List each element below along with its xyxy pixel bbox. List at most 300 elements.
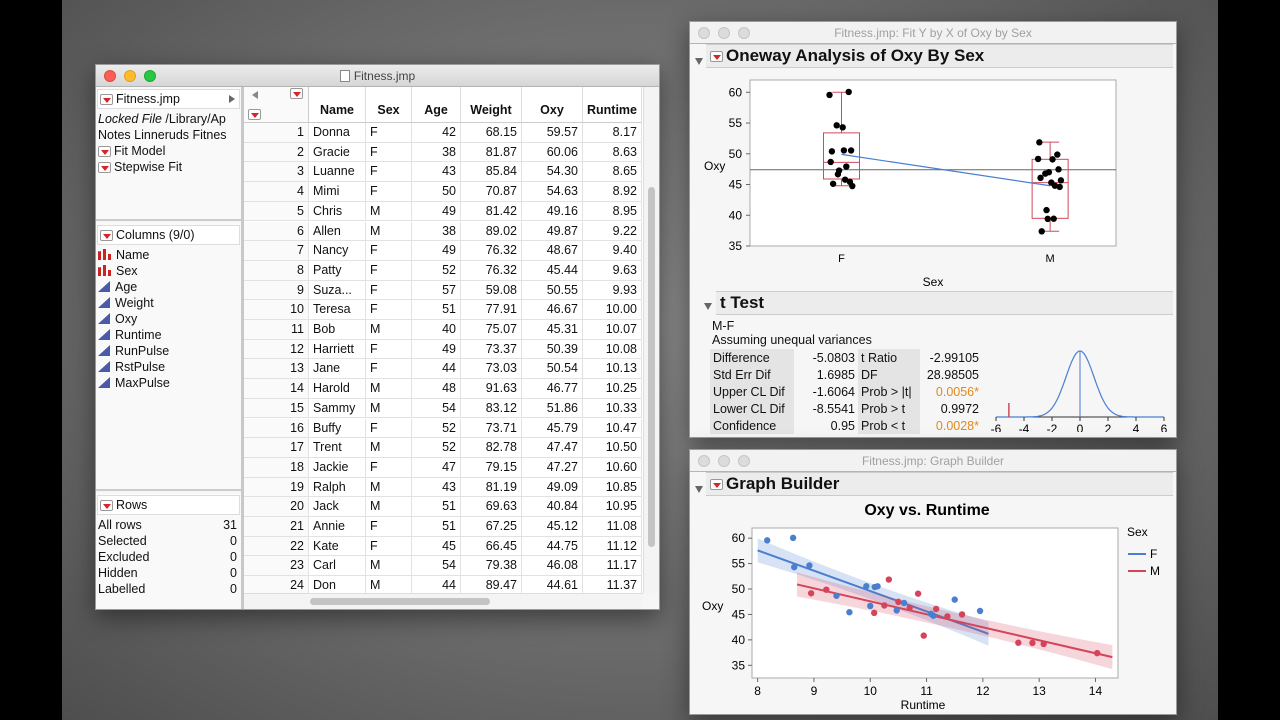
- column-item-runpulse[interactable]: [96, 343, 241, 359]
- table-panel: [96, 87, 241, 221]
- table-cell[interactable]: M: [366, 497, 412, 517]
- row-number[interactable]: 16: [244, 419, 309, 439]
- rows-item: [96, 533, 239, 549]
- data-point-M: [1094, 650, 1100, 656]
- ttest-stat-value: 0.0056*: [935, 384, 979, 399]
- table-cell[interactable]: F: [366, 517, 412, 537]
- column-item-age[interactable]: [96, 279, 241, 295]
- table-cell[interactable]: 51: [412, 300, 461, 320]
- column-item-weight[interactable]: [96, 295, 241, 311]
- red-triangle-menu-icon[interactable]: [290, 88, 303, 99]
- table-cell[interactable]: 49.16: [522, 202, 583, 222]
- table-cell[interactable]: 38: [412, 222, 461, 242]
- table-cell[interactable]: Jackie: [309, 458, 366, 478]
- data-grid: [244, 87, 643, 593]
- play-triangle-icon[interactable]: [229, 95, 235, 103]
- oneway-outline-header[interactable]: Oneway Analysis of Oxy By Sex: [706, 44, 1173, 68]
- table-cell[interactable]: Trent: [309, 438, 366, 458]
- table-cell[interactable]: 46.08: [522, 556, 583, 576]
- column-item-sex[interactable]: [96, 263, 241, 279]
- table-cell[interactable]: 51.86: [522, 399, 583, 419]
- row-number[interactable]: 1: [244, 123, 309, 143]
- table-cell[interactable]: 10.85: [583, 478, 642, 498]
- table-cell[interactable]: 50.39: [522, 340, 583, 360]
- red-triangle-menu-icon[interactable]: [100, 230, 113, 241]
- columns-header[interactable]: Columns (9/0): [97, 225, 240, 245]
- y-tick-label: 55: [728, 116, 742, 131]
- row-number[interactable]: 23: [244, 556, 309, 576]
- table-cell[interactable]: Mimi: [309, 182, 366, 202]
- red-triangle-menu-icon[interactable]: [710, 51, 723, 62]
- table-cell[interactable]: F: [366, 419, 412, 439]
- titlebar[interactable]: [690, 450, 1176, 472]
- row-number[interactable]: 22: [244, 537, 309, 557]
- table-cell[interactable]: F: [366, 281, 412, 301]
- red-triangle-menu-icon[interactable]: [710, 479, 723, 490]
- table-cell[interactable]: 52: [412, 438, 461, 458]
- column-header-sex[interactable]: Sex: [366, 87, 412, 123]
- table-cell[interactable]: 46.77: [522, 379, 583, 399]
- ttest-label: Lower CL Dif: [710, 400, 794, 417]
- disclosure-triangle-icon: [704, 303, 712, 310]
- data-point-F: [790, 535, 796, 541]
- ttest-stat-value: 0.9972: [940, 401, 979, 416]
- row-number[interactable]: 12: [244, 340, 309, 360]
- table-cell[interactable]: 51: [412, 517, 461, 537]
- legend-label[interactable]: F: [1150, 547, 1158, 561]
- grid-corner[interactable]: [244, 87, 309, 123]
- table-cell[interactable]: 59.57: [522, 123, 583, 143]
- table-cell[interactable]: M: [366, 478, 412, 498]
- notes-row: Notes Linneruds Fitnes: [98, 128, 227, 142]
- table-cell[interactable]: 10.07: [583, 320, 642, 340]
- columns-panel: [96, 223, 241, 491]
- table-cell[interactable]: 10.08: [583, 340, 642, 360]
- table-cell[interactable]: 89.47: [461, 576, 522, 593]
- data-point: [1046, 169, 1052, 175]
- table-cell[interactable]: 81.87: [461, 143, 522, 163]
- table-cell[interactable]: 45.12: [522, 517, 583, 537]
- ttest-value: -8.5541: [812, 401, 855, 416]
- table-cell[interactable]: 11.17: [583, 556, 642, 576]
- table-cell[interactable]: 45.44: [522, 261, 583, 281]
- rows-item-count: 0: [230, 534, 237, 548]
- y-tick-label: 45: [731, 607, 745, 622]
- legend-label[interactable]: M: [1150, 564, 1160, 578]
- table-cell[interactable]: Nancy: [309, 241, 366, 261]
- data-point-F: [791, 564, 797, 570]
- red-triangle-menu-icon[interactable]: [100, 94, 113, 105]
- table-cell[interactable]: 47.47: [522, 438, 583, 458]
- table-cell[interactable]: 45.31: [522, 320, 583, 340]
- data-point-M: [933, 606, 939, 612]
- table-cell[interactable]: 73.71: [461, 419, 522, 439]
- table-cell[interactable]: 45.79: [522, 419, 583, 439]
- row-number[interactable]: 4: [244, 182, 309, 202]
- table-cell[interactable]: 79.38: [461, 556, 522, 576]
- columns-list: [96, 247, 241, 391]
- close-button[interactable]: [698, 27, 710, 39]
- column-item-rstpulse[interactable]: [96, 359, 241, 375]
- continuous-column-icon: [98, 377, 110, 388]
- continuous-column-icon: [98, 313, 110, 324]
- table-cell[interactable]: 54.30: [522, 162, 583, 182]
- titlebar[interactable]: [690, 22, 1176, 44]
- table-cell[interactable]: 76.32: [461, 241, 522, 261]
- data-point-F: [952, 596, 958, 602]
- ttest-row: [710, 417, 982, 434]
- table-cell[interactable]: Harriett: [309, 340, 366, 360]
- table-cell[interactable]: F: [366, 458, 412, 478]
- table-cell[interactable]: 11.12: [583, 537, 642, 557]
- zoom-button[interactable]: [738, 27, 750, 39]
- ttest-value: -5.0803: [812, 350, 855, 365]
- table-cell[interactable]: 81.19: [461, 478, 522, 498]
- table-cell[interactable]: 10.60: [583, 458, 642, 478]
- table-cell[interactable]: 40: [412, 320, 461, 340]
- ttest-subtitle: M-F: [712, 319, 735, 333]
- table-cell[interactable]: M: [366, 222, 412, 242]
- red-triangle-menu-icon[interactable]: [100, 500, 113, 511]
- table-cell[interactable]: Kate: [309, 537, 366, 557]
- table-cell[interactable]: 70.87: [461, 182, 522, 202]
- column-item-name[interactable]: [96, 247, 241, 263]
- red-triangle-menu-icon[interactable]: [248, 109, 261, 120]
- data-point: [1036, 139, 1042, 145]
- ttest-outline-header[interactable]: t Test: [716, 291, 1173, 315]
- table-cell[interactable]: 59.08: [461, 281, 522, 301]
- table-cell[interactable]: Sammy: [309, 399, 366, 419]
- table-cell[interactable]: Suza...: [309, 281, 366, 301]
- table-cell[interactable]: Carl: [309, 556, 366, 576]
- table-cell[interactable]: 75.07: [461, 320, 522, 340]
- table-cell[interactable]: Jack: [309, 497, 366, 517]
- horizontal-scrollbar[interactable]: [244, 593, 643, 609]
- table-cell[interactable]: 77.91: [461, 300, 522, 320]
- table-cell[interactable]: 8.95: [583, 202, 642, 222]
- table-cell[interactable]: 48: [412, 379, 461, 399]
- data-point-F: [977, 608, 983, 614]
- table-cell[interactable]: 47: [412, 458, 461, 478]
- data-point-M: [944, 613, 950, 619]
- continuous-column-icon: [98, 345, 110, 356]
- data-point: [1037, 175, 1043, 181]
- table-cell[interactable]: 9.63: [583, 261, 642, 281]
- table-name-header[interactable]: Fitness.jmp: [97, 89, 240, 109]
- table-cell[interactable]: Don: [309, 576, 366, 593]
- table-cell[interactable]: F: [366, 359, 412, 379]
- table-cell[interactable]: F: [366, 241, 412, 261]
- row-number[interactable]: 8: [244, 261, 309, 281]
- table-cell[interactable]: 49: [412, 340, 461, 360]
- table-cell[interactable]: M: [366, 438, 412, 458]
- dist-tick-label: 0: [1076, 422, 1084, 432]
- table-cell[interactable]: F: [366, 182, 412, 202]
- data-point-F: [764, 537, 770, 543]
- table-cell[interactable]: Jane: [309, 359, 366, 379]
- red-triangle-menu-icon[interactable]: [98, 146, 111, 157]
- table-cell[interactable]: 10.25: [583, 379, 642, 399]
- minimize-button[interactable]: [124, 70, 136, 82]
- x-tick-label: 11: [920, 684, 933, 698]
- row-number[interactable]: 11: [244, 320, 309, 340]
- graph-builder-outline-header[interactable]: Graph Builder: [706, 472, 1173, 496]
- table-cell[interactable]: Chris: [309, 202, 366, 222]
- table-cell[interactable]: F: [366, 123, 412, 143]
- close-button[interactable]: [698, 455, 710, 467]
- row-number[interactable]: 21: [244, 517, 309, 537]
- table-cell[interactable]: 82.78: [461, 438, 522, 458]
- row-number[interactable]: 13: [244, 359, 309, 379]
- row-number[interactable]: 19: [244, 478, 309, 498]
- column-header-age[interactable]: Age: [412, 87, 461, 123]
- table-cell[interactable]: 49: [412, 241, 461, 261]
- table-cell[interactable]: 89.02: [461, 222, 522, 242]
- table-cell[interactable]: 10.50: [583, 438, 642, 458]
- table-cell[interactable]: M: [366, 320, 412, 340]
- table-cell[interactable]: 81.42: [461, 202, 522, 222]
- column-item-maxpulse[interactable]: [96, 375, 241, 391]
- data-point: [829, 148, 835, 154]
- oneway-chart: [690, 70, 1176, 290]
- column-item-oxy[interactable]: [96, 311, 241, 327]
- table-cell[interactable]: 66.45: [461, 537, 522, 557]
- table-cell[interactable]: 11.37: [583, 576, 642, 593]
- vertical-scrollbar[interactable]: [643, 87, 659, 593]
- titlebar[interactable]: [96, 65, 659, 87]
- table-cell[interactable]: 44: [412, 359, 461, 379]
- row-number[interactable]: 2: [244, 143, 309, 163]
- table-cell[interactable]: 47.27: [522, 458, 583, 478]
- dist-tick-label: 6: [1160, 422, 1168, 432]
- column-item-runtime[interactable]: [96, 327, 241, 343]
- ttest-value: 0.95: [830, 418, 855, 433]
- column-header-runtime[interactable]: Runtime: [583, 87, 642, 123]
- table-cell[interactable]: 9.22: [583, 222, 642, 242]
- table-cell[interactable]: 44: [412, 576, 461, 593]
- table-cell[interactable]: 8.92: [583, 182, 642, 202]
- table-cell[interactable]: Bob: [309, 320, 366, 340]
- table-cell[interactable]: Ralph: [309, 478, 366, 498]
- table-cell[interactable]: 54.63: [522, 182, 583, 202]
- table-cell[interactable]: Teresa: [309, 300, 366, 320]
- table-cell[interactable]: 54: [412, 556, 461, 576]
- table-cell[interactable]: 48.67: [522, 241, 583, 261]
- column-header-weight[interactable]: Weight: [461, 87, 522, 123]
- table-cell[interactable]: Gracie: [309, 143, 366, 163]
- row-number[interactable]: 17: [244, 438, 309, 458]
- nominal-column-icon: [98, 249, 111, 260]
- dist-tick-label: -6: [990, 422, 1002, 432]
- table-cell[interactable]: 51: [412, 497, 461, 517]
- table-cell[interactable]: 49.87: [522, 222, 583, 242]
- table-cell[interactable]: Harold: [309, 379, 366, 399]
- table-cell[interactable]: F: [366, 300, 412, 320]
- table-cell[interactable]: 10.47: [583, 419, 642, 439]
- chart-title: Oxy vs. Runtime: [864, 502, 990, 519]
- minimize-button[interactable]: [718, 27, 730, 39]
- table-cell[interactable]: F: [366, 537, 412, 557]
- x-tick-label: 9: [810, 684, 818, 698]
- table-cell[interactable]: 73.37: [461, 340, 522, 360]
- table-cell[interactable]: 45: [412, 537, 461, 557]
- row-number[interactable]: 20: [244, 497, 309, 517]
- zoom-button[interactable]: [738, 455, 750, 467]
- table-cell[interactable]: 10.00: [583, 300, 642, 320]
- plot-frame: [750, 80, 1116, 246]
- table-cell[interactable]: M: [366, 556, 412, 576]
- table-cell[interactable]: 49: [412, 202, 461, 222]
- data-point: [848, 147, 854, 153]
- row-number[interactable]: 15: [244, 399, 309, 419]
- column-header-name[interactable]: Name: [309, 87, 366, 123]
- table-cell[interactable]: 8.65: [583, 162, 642, 182]
- y-axis-label: Oxy: [704, 159, 726, 173]
- table-cell[interactable]: 49.09: [522, 478, 583, 498]
- y-tick-label: 35: [731, 658, 745, 673]
- continuous-column-icon: [98, 329, 110, 340]
- table-cell[interactable]: Donna: [309, 123, 366, 143]
- table-cell[interactable]: 43: [412, 478, 461, 498]
- table-cell[interactable]: 69.63: [461, 497, 522, 517]
- row-number[interactable]: 10: [244, 300, 309, 320]
- row-number[interactable]: 6: [244, 222, 309, 242]
- table-cell[interactable]: 10.33: [583, 399, 642, 419]
- table-cell[interactable]: 52: [412, 419, 461, 439]
- t-distribution-chart: [990, 332, 1170, 432]
- ttest-label: Std Err Dif: [710, 366, 794, 383]
- script-stepwise-fit[interactable]: Stepwise Fit: [96, 159, 241, 175]
- rows-panel: [96, 493, 241, 610]
- script-fit-model[interactable]: Fit Model: [96, 143, 241, 159]
- row-number[interactable]: 7: [244, 241, 309, 261]
- table-cell[interactable]: 43: [412, 162, 461, 182]
- table-cell[interactable]: 46.67: [522, 300, 583, 320]
- table-cell[interactable]: 79.15: [461, 458, 522, 478]
- data-point-F: [867, 603, 873, 609]
- table-cell[interactable]: Buffy: [309, 419, 366, 439]
- x-tick-label: M: [1045, 253, 1055, 265]
- row-number[interactable]: 18: [244, 458, 309, 478]
- table-cell[interactable]: 42: [412, 123, 461, 143]
- red-triangle-menu-icon[interactable]: [98, 162, 111, 173]
- table-cell[interactable]: 9.93: [583, 281, 642, 301]
- rows-list: [96, 517, 241, 597]
- table-cell[interactable]: 50.54: [522, 359, 583, 379]
- data-point-M: [808, 590, 814, 596]
- ttest-stat-label: t Ratio: [858, 349, 920, 366]
- y-tick-label: 60: [731, 531, 745, 546]
- data-point-F: [874, 583, 880, 589]
- table-cell[interactable]: 60.06: [522, 143, 583, 163]
- table-cell[interactable]: M: [366, 202, 412, 222]
- table-cell[interactable]: 83.12: [461, 399, 522, 419]
- row-number[interactable]: 24: [244, 576, 309, 593]
- data-point-F: [863, 583, 869, 589]
- table-cell[interactable]: Luanne: [309, 162, 366, 182]
- rows-item: [96, 565, 239, 581]
- y-tick-label: 50: [728, 146, 742, 161]
- table-cell[interactable]: 8.63: [583, 143, 642, 163]
- dist-tick-label: -4: [1018, 422, 1030, 432]
- table-cell[interactable]: 54: [412, 399, 461, 419]
- y-tick-label: 55: [731, 556, 745, 571]
- x-tick-label: F: [838, 253, 845, 265]
- row-number[interactable]: 14: [244, 379, 309, 399]
- column-item-label: MaxPulse: [115, 376, 170, 390]
- table-cell[interactable]: Allen: [309, 222, 366, 242]
- row-number[interactable]: 9: [244, 281, 309, 301]
- table-cell[interactable]: 44.61: [522, 576, 583, 593]
- table-cell[interactable]: 76.32: [461, 261, 522, 281]
- window-title: Fitness.jmp: Fit Y by X of Oxy by Sex: [834, 26, 1032, 40]
- table-cell[interactable]: 9.40: [583, 241, 642, 261]
- table-cell[interactable]: 8.17: [583, 123, 642, 143]
- rows-header[interactable]: Rows: [97, 495, 240, 515]
- y-tick-label: 40: [728, 208, 742, 223]
- table-cell[interactable]: 67.25: [461, 517, 522, 537]
- table-cell[interactable]: F: [366, 143, 412, 163]
- zoom-button[interactable]: [144, 70, 156, 82]
- data-point-M: [881, 602, 887, 608]
- table-cell[interactable]: M: [366, 399, 412, 419]
- table-cell[interactable]: 11.08: [583, 517, 642, 537]
- column-item-label: RstPulse: [115, 360, 166, 374]
- table-cell[interactable]: Annie: [309, 517, 366, 537]
- minimize-button[interactable]: [718, 455, 730, 467]
- table-cell[interactable]: 10.95: [583, 497, 642, 517]
- ttest-row: [710, 366, 982, 383]
- table-cell[interactable]: 85.84: [461, 162, 522, 182]
- row-number[interactable]: 3: [244, 162, 309, 182]
- table-cell[interactable]: 44.75: [522, 537, 583, 557]
- table-cell[interactable]: 68.15: [461, 123, 522, 143]
- table-cell[interactable]: F: [366, 340, 412, 360]
- x-tick-label: 8: [754, 684, 761, 698]
- table-cell[interactable]: 91.63: [461, 379, 522, 399]
- column-item-label: Weight: [115, 296, 154, 310]
- column-header-oxy[interactable]: Oxy: [522, 87, 583, 123]
- table-cell[interactable]: 10.13: [583, 359, 642, 379]
- table-cell[interactable]: F: [366, 261, 412, 281]
- close-button[interactable]: [104, 70, 116, 82]
- table-cell[interactable]: 40.84: [522, 497, 583, 517]
- vertical-scroll-thumb[interactable]: [648, 187, 655, 547]
- left-arrow-icon[interactable]: [252, 91, 258, 99]
- table-cell[interactable]: 50: [412, 182, 461, 202]
- table-cell[interactable]: 57: [412, 281, 461, 301]
- table-cell[interactable]: M: [366, 379, 412, 399]
- table-cell[interactable]: M: [366, 576, 412, 593]
- data-point-F: [806, 562, 812, 568]
- table-cell[interactable]: 50.55: [522, 281, 583, 301]
- data-point: [843, 163, 849, 169]
- data-point: [826, 92, 832, 98]
- horizontal-scroll-thumb[interactable]: [310, 598, 490, 605]
- table-cell[interactable]: Patty: [309, 261, 366, 281]
- data-point: [1052, 182, 1058, 188]
- table-cell[interactable]: 73.03: [461, 359, 522, 379]
- x-axis-label: Runtime: [900, 698, 946, 712]
- table-cell[interactable]: 38: [412, 143, 461, 163]
- nominal-column-icon: [98, 265, 111, 276]
- oneway-analysis-window: [689, 21, 1177, 438]
- row-number[interactable]: 5: [244, 202, 309, 222]
- table-cell[interactable]: 52: [412, 261, 461, 281]
- disclosure-triangle-icon: [695, 58, 703, 65]
- table-cell[interactable]: F: [366, 162, 412, 182]
- data-point-F: [846, 609, 852, 615]
